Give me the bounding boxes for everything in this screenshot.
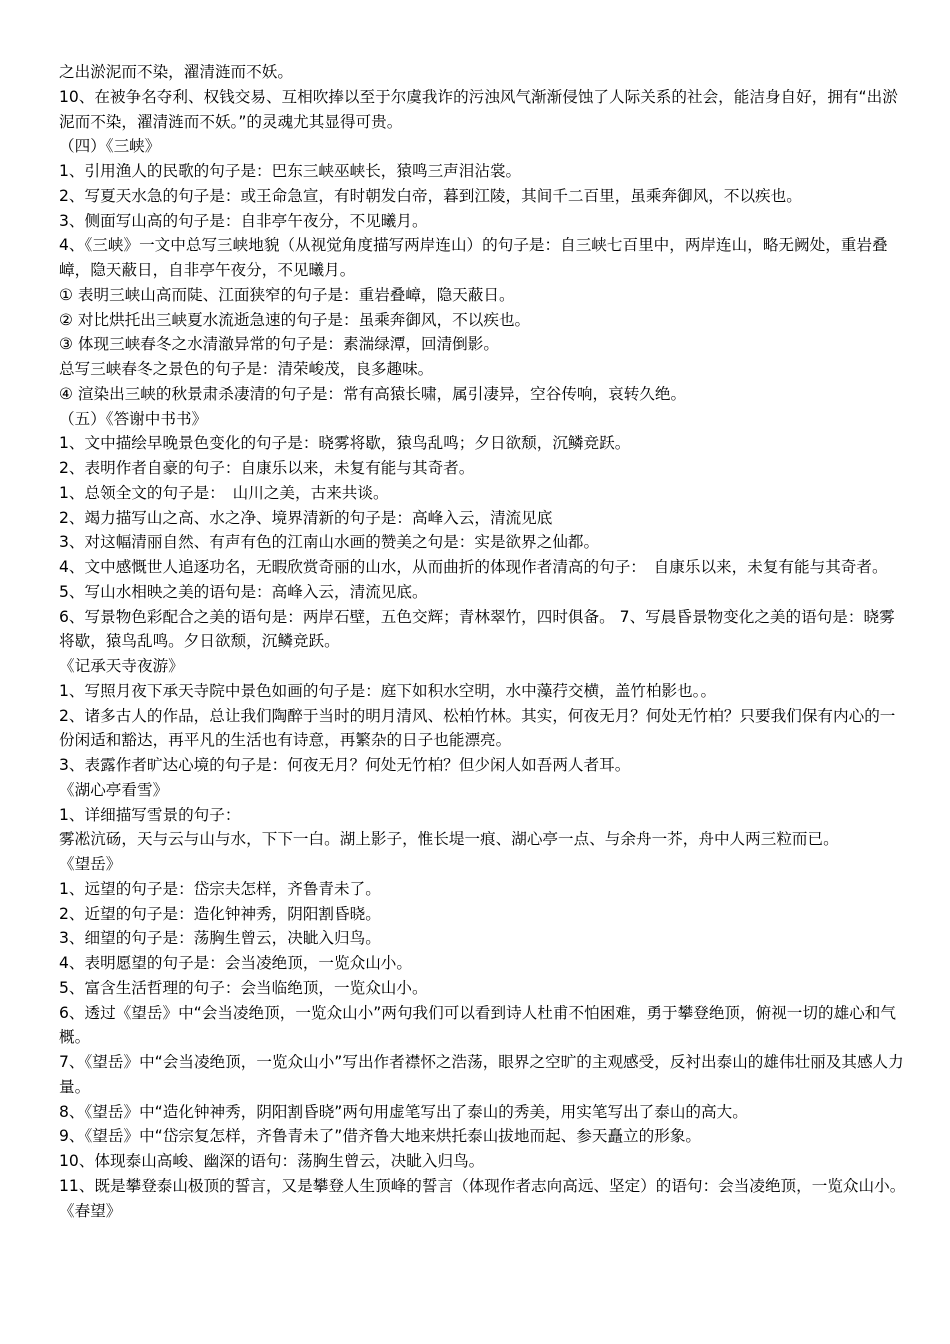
- section-heading: 《湖心亭看雪》: [59, 780, 169, 799]
- section-heading: 《望岳》: [59, 855, 122, 873]
- text-line: 5、富含生活哲理的句子：会当临绝顶，一览众山小。: [59, 978, 428, 997]
- text-line: 10、在被争名夺利、权钱交易、互相吹捧以至于尔虞我诈的污浊风气渐渐侵蚀了人际关系的社会，能洁身自好，拥有“出淤泥而不染，濯清涟而不妖。”的灵魂尤其显得可贵。: [59, 87, 898, 131]
- text-line: 8、《望岳》中“造化钟神秀，阴阳割昏晓”两句用虚笔写出了泰山的秀美，用实笔写出了泰山的高大。: [59, 1102, 748, 1121]
- text-line: 2、近望的句子是：造化钟神秀，阴阳割昏晓。: [59, 904, 381, 923]
- section-heading: （四）《三峡》: [59, 137, 161, 156]
- text-line: 1、远望的句子是：岱宗夫怎样，齐鲁青未了。: [59, 879, 381, 898]
- text-line: 3、对这幅清丽自然、有声有色的江南山水画的赞美之句是：实是欲界之仙都。: [59, 533, 600, 552]
- text-line: 总写三峡春冬之景色的句子是：清荣峻茂，良多趣味。: [59, 360, 434, 378]
- text-line: 7、《望岳》中“会当凌绝顶，一览众山小”写出作者襟怀之浩荡，眼界之空旷的主观感受，反衬出泰山的雄伟壮丽及其感人力量。: [59, 1053, 904, 1096]
- section-heading: 《记承天寺夜游》: [59, 657, 184, 675]
- text-line: 1、总领全文的句子是： 山川之美，古来共谈。: [59, 483, 389, 502]
- text-line: 2、写夏天水急的句子是：或王命急宣，有时朝发白帝，暮到江陵，其间千二百里，虽乘奔御风，不以疾也。: [59, 186, 802, 205]
- text-line: 之出淤泥而不染，濯清涟而不妖。: [59, 63, 293, 81]
- text-line: 4、表明愿望的句子是：会当凌绝顶，一览众山小。: [59, 954, 412, 972]
- text-line: 11、既是攀登泰山极顶的誓言，又是攀登人生顶峰的誓言（体现作者志向高远、坚定）的语句：会当凌绝顶，一览众山小。: [59, 1176, 906, 1195]
- text-line: 2、表明作者自豪的句子：自康乐以来，未复有能与其奇者。: [59, 459, 475, 477]
- text-line: 雾凇沆砀，天与云与山与水，下下一白。湖上影子，惟长堤一痕、湖心亭一点、与余舟一芥，舟中人两三粒而已。: [59, 830, 839, 849]
- text-line: 1、写照月夜下承天寺院中景色如画的句子是：庭下如积水空明，水中藻荇交横，盖竹柏影也。。: [59, 681, 717, 700]
- text-line: 4、文中感慨世人追逐功名，无暇欣赏奇丽的山水，从而曲折的体现作者清高的句子： 自康乐以来，未复有能与其奇者。: [59, 558, 888, 576]
- text-line: 2、竭力描写山之高、水之净、境界清新的句子是：高峰入云，清流见底: [59, 508, 553, 527]
- section-heading: 《春望》: [59, 1201, 122, 1220]
- text-line: 3、细望的句子是：荡胸生曾云，决眦入归鸟。: [59, 929, 381, 948]
- text-line: 10、体现泰山高峻、幽深的语句：荡胸生曾云，决眦入归鸟。: [59, 1152, 485, 1170]
- text-line: ① 表明三峡山高而陡、江面狭窄的句子是：重岩叠嶂，隐天蔽日。: [59, 285, 515, 304]
- text-line: 2、诸多古人的作品，总让我们陶醉于当时的明月清风、松柏竹林。其实，何夜无月？何处无竹柏？只要我们保有内心的一份闲适和豁达，再平凡的生活也有诗意，再繁杂的日子也能漂亮。: [59, 706, 896, 750]
- text-line: ③ 体现三峡春冬之水清澈异常的句子是：素湍绿潭，回清倒影。: [59, 335, 499, 354]
- text-line: 5、写山水相映之美的语句是：高峰入云，清流见底。: [59, 582, 428, 601]
- text-line: 3、侧面写山高的句子是：自非亭午夜分，不见曦月。: [59, 211, 428, 230]
- text-line: ④ 渲染出三峡的秋景肃杀凄清的句子是：常有高猿长啸，属引凄异，空谷传响，哀转久绝。: [59, 384, 687, 403]
- text-line: 1、详细描写雪景的句子：: [59, 805, 241, 824]
- text-line: 3、表露作者旷达心境的句子是：何夜无月？何处无竹柏？但少闲人如吾两人者耳。: [59, 756, 631, 774]
- text-line: 1、引用渔人的民歌的句子是：巴东三峡巫峡长，猿鸣三声泪沾裳。: [59, 162, 522, 180]
- text-line: 9、《望岳》中“岱宗复怎样，齐鲁青未了”借齐鲁大地来烘托泰山拔地而起、参天矗立的形象。: [59, 1127, 702, 1146]
- text-line: 1、文中描绘早晚景色变化的句子是：晓雾将歇，猿鸟乱鸣；夕日欲颓，沉鳞竞跃。: [59, 434, 631, 453]
- text-line: 4、《三峡》一文中总写三峡地貌（从视觉角度描写两岸连山）的句子是：自三峡七百里中，两岸连山，略无阙处，重岩叠嶂，隐天蔽日，自非亭午夜分，不见曦月。: [59, 236, 888, 279]
- section-heading: （五）《答谢中书书》: [59, 409, 208, 428]
- text-line: 6、透过《望岳》中“会当凌绝顶，一览众山小”两句我们可以看到诗人杜甫不怕困难，勇于攀登绝顶，俯视一切的雄心和气概。: [59, 1003, 896, 1047]
- text-line: 6、写景物色彩配合之美的语句是：两岸石壁，五色交辉；青林翠竹，四时俱备。 7、写晨昏景物变化之美的语句是：晓雾将歇，猿鸟乱鸣。夕日欲颓，沉鳞竞跃。: [59, 607, 895, 651]
- text-line: ② 对比烘托出三峡夏水流逝急速的句子是：虽乘奔御风，不以疾也。: [59, 310, 531, 329]
